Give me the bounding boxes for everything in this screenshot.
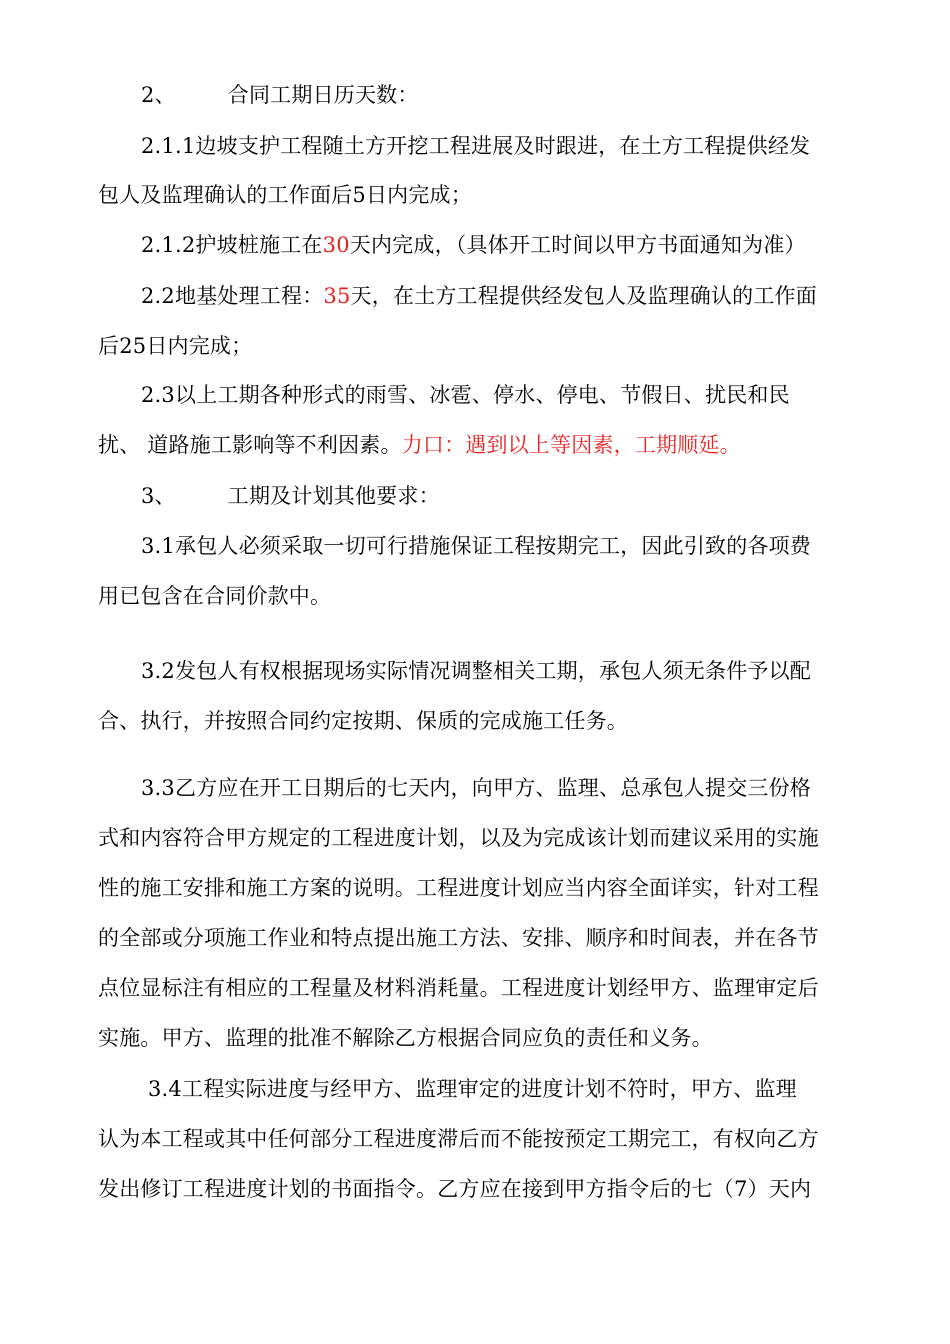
section-3-heading: [141, 481, 868, 511]
section-2-title: 合同工期日历天数：: [227, 83, 419, 107]
clause-3-3-line-2: 式和内容符合甲方规定的工程进度计划，以及为完成该计划而建议采用的实施: [98, 826, 819, 850]
clause-2-1-2-prefix: 2.1.2护坡桩施工在: [141, 233, 323, 257]
clause-3-3-line-6: 实施。甲方、监理的批准不解除乙方根据合同应负的责任和义务。: [98, 1026, 713, 1050]
clause-2-3-line-1: 2.3以上工期各种形式的雨雪、冰雹、停水、停电、节假日、扰民和民: [141, 383, 790, 407]
clause-2-1-2: [141, 230, 868, 260]
clause-3-3-line-5: 点位显标注有相应的工程量及材料消耗量。工程进度计划经甲方、监理审定后: [98, 976, 819, 1000]
clause-2-3-black-text: 扰、 道路施工影响等不利因素。: [98, 433, 402, 457]
clause-3-1-line-2: 用已包含在合同价款中。: [98, 584, 332, 608]
clause-3-3-line-1: 3.3乙方应在开工日期后的七天内，向甲方、监理、总承包人提交三份格: [141, 776, 811, 800]
clause-2-1-1-line-2: 包人及监理确认的工作面后5日内完成；: [98, 183, 472, 207]
section-2-number: 2、: [141, 83, 176, 107]
clause-2-2-suffix: 天，在土方工程提供经发包人及监理确认的工作面: [350, 284, 817, 308]
clause-3-2-line-1: 3.2发包人有权根据现场实际情况调整相关工期，承包人须无条件予以配: [141, 659, 811, 683]
clause-2-2-line-1: [141, 281, 868, 311]
clause-2-2-prefix: 2.2地基处理工程：: [141, 284, 324, 308]
clause-3-4-line-1: 3.4工程实际进度与经甲方、监理审定的进度计划不符时，甲方、监理: [148, 1077, 797, 1101]
section-3-title: 工期及计划其他要求：: [227, 484, 440, 508]
clause-3-2-line-2: 合、执行，并按照合同约定按期、保质的完成施工任务。: [98, 709, 628, 733]
clause-2-1-1-line-1: 2.1.1边坡支护工程随土方开挖工程进展及时跟进，在土方工程提供经发: [141, 134, 811, 158]
section-3-number: 3、: [141, 484, 176, 508]
clause-2-3-red-note: 力口：遇到以上等因素，工期顺延。: [401, 433, 741, 457]
clause-3-1-line-1: 3.1承包人必须采取一切可行措施保证工程按期完工，因此引致的各项费: [141, 534, 811, 558]
clause-2-1-2-days: 30: [322, 233, 350, 257]
section-2-heading: [141, 80, 868, 110]
clause-2-3-line-2: [98, 430, 868, 460]
clause-2-2-line-2: 后25日内完成；: [98, 334, 253, 358]
clause-3-3-line-4: 的全部或分项施工作业和特点提出施工方法、安排、顺序和时间表，并在各节: [98, 926, 819, 950]
clause-3-4-line-2: 认为本工程或其中任何部分工程进度滞后而不能按预定工期完工，有权向乙方: [98, 1127, 819, 1151]
clause-2-1-2-suffix: 天内完成，（具体开工时间以甲方书面通知为准）: [349, 233, 806, 257]
clause-3-3-line-3: 性的施工安排和施工方案的说明。工程进度计划应当内容全面详实，针对工程: [98, 876, 819, 900]
clause-2-2-days: 35: [323, 284, 351, 308]
clause-3-4-line-3: 发出修订工程进度计划的书面指令。乙方应在接到甲方指令后的七（7）天内: [98, 1177, 812, 1201]
